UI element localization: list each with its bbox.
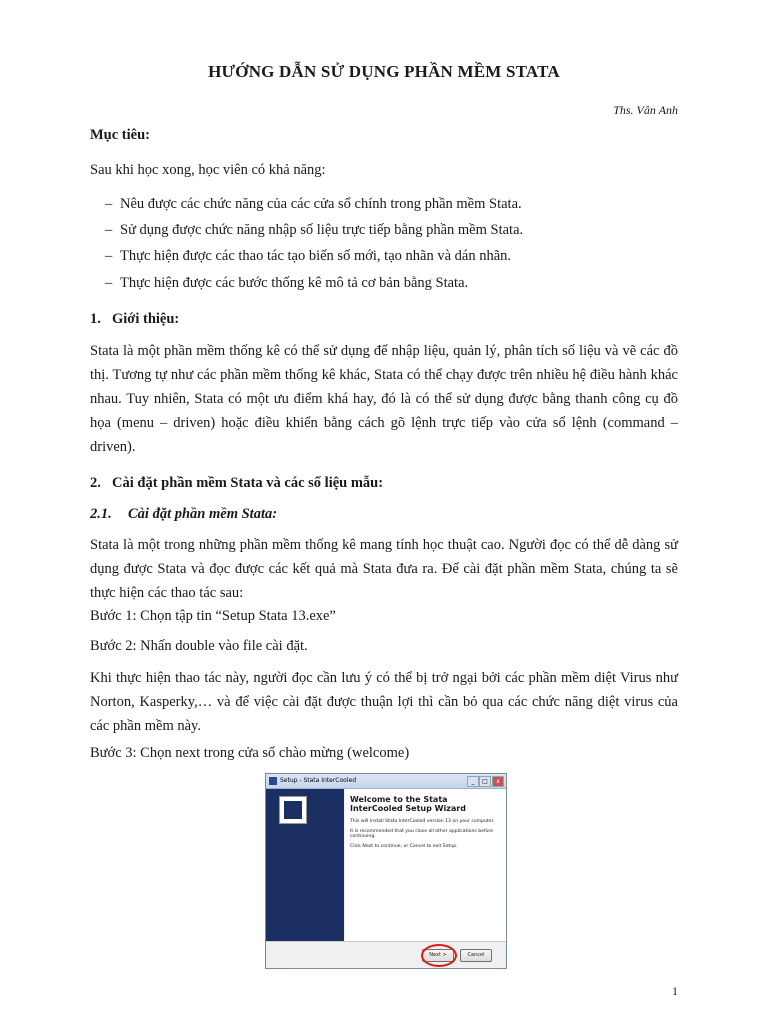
wizard-heading: Welcome to the Stata InterCooled Setup Wizard [350, 795, 466, 813]
objectives-intro: Sau khi học xong, học viên có khả năng: [90, 162, 326, 178]
bullet-dash: – [105, 248, 113, 264]
objective-item [105, 275, 468, 292]
document-title: HƯỚNG DẪN SỬ DỤNG PHẦN MỀM STATA [208, 62, 560, 81]
objectives-heading: Mục tiêu: [90, 127, 150, 143]
subsection-title: Cài đặt phần mềm Stata: [128, 506, 278, 522]
section-number: 1. [90, 311, 101, 327]
stata-logo-icon [279, 796, 307, 824]
section1-heading [90, 311, 179, 328]
minimize-icon: _ [467, 776, 479, 787]
antivirus-note: Khi thực hiện thao tác này, người đọc cần lưu ý có thể bị trở ngại bởi các phần mềm diệt Virus như Norton, Kasperky,… và để việc cài đặt được thuận lợi thì cần bỏ qua các chức năng diệt virus của các phần mềm này. [90, 670, 678, 734]
section2-heading [90, 475, 383, 492]
objective-item [105, 196, 522, 213]
bullet-dash: – [105, 196, 113, 212]
next-button: Next > [422, 949, 454, 962]
section1-paragraph: Stata là một phần mềm thống kê có thể sử dụng để nhập liệu, quản lý, phân tích số liệu và vẽ các đồ thị. Tương tự như các phần mềm thống kê khác, Stata có thể chạy được trên nhiều hệ điều hành khác nhau. Tuy nhiên, Stata có một ưu điểm khá hay, đó là có thể sử dụng được bằng thanh công cụ đồ họa (menu – driven) hoặc điều khiển bằng cách gõ lệnh trực tiếp vào cửa sổ lệnh (command – driven). [90, 343, 678, 455]
setup-wizard-screenshot [265, 773, 507, 969]
wizard-titlebar [266, 774, 506, 789]
objective-text: Nêu được các chức năng của các cửa sổ chính trong phần mềm Stata. [120, 196, 522, 212]
step-3: Bước 3: Chọn next trong cửa sổ chào mừng (welcome) [90, 745, 410, 761]
objective-text: Thực hiện được các bước thống kê mô tả cơ bản bằng Stata. [120, 275, 469, 291]
close-icon: x [492, 776, 504, 787]
section2-1-heading [90, 506, 277, 523]
wizard-text: It is recommended that you close all other applications before continuing. [350, 828, 493, 840]
wizard-window-title: Setup - Stata InterCooled [280, 777, 356, 784]
wizard-text: This will install Stata InterCooled version 13 on your computer. [350, 819, 495, 824]
objective-item [105, 222, 523, 239]
objective-text: Thực hiện được các thao tác tạo biến số mới, tạo nhãn và dán nhãn. [120, 248, 512, 264]
wizard-banner [266, 789, 344, 941]
section-number: 2. [90, 475, 101, 491]
maximize-icon: □ [479, 776, 491, 787]
step-2: Bước 2: Nhấn double vào file cài đặt. [90, 638, 308, 654]
page-number: 1 [672, 984, 678, 998]
subsection-number: 2.1. [90, 506, 112, 522]
wizard-content [345, 789, 506, 941]
section-title: Giới thiệu: [112, 311, 180, 327]
section-title: Cài đặt phần mềm Stata và các số liệu mẫu: [112, 475, 384, 491]
author: Ths. Vân Anh [613, 103, 678, 117]
step-1: Bước 1: Chọn tập tin “Setup Stata 13.exe” [90, 608, 336, 624]
wizard-text: Click Next to continue, or Cancel to exit Setup. [350, 843, 458, 849]
wizard-button-bar [266, 941, 506, 969]
cancel-button: Cancel [460, 949, 492, 962]
bullet-dash: – [105, 222, 113, 238]
setup-app-icon [269, 777, 277, 785]
objective-text: Sử dụng được chức năng nhập số liệu trực tiếp bằng phần mềm Stata. [120, 222, 524, 238]
next-highlight-circle [421, 944, 457, 967]
bullet-dash: – [105, 275, 113, 291]
objective-item [105, 248, 511, 265]
section2-paragraph: Stata là một trong những phần mềm thống kê mang tính học thuật cao. Người đọc có thể dễ dàng sử dụng được Stata và đọc được các kết quả mà Stata đưa ra. Để cài đặt phần mềm Stata, chúng ta sẽ thực hiện các thao tác sau: [90, 537, 678, 601]
